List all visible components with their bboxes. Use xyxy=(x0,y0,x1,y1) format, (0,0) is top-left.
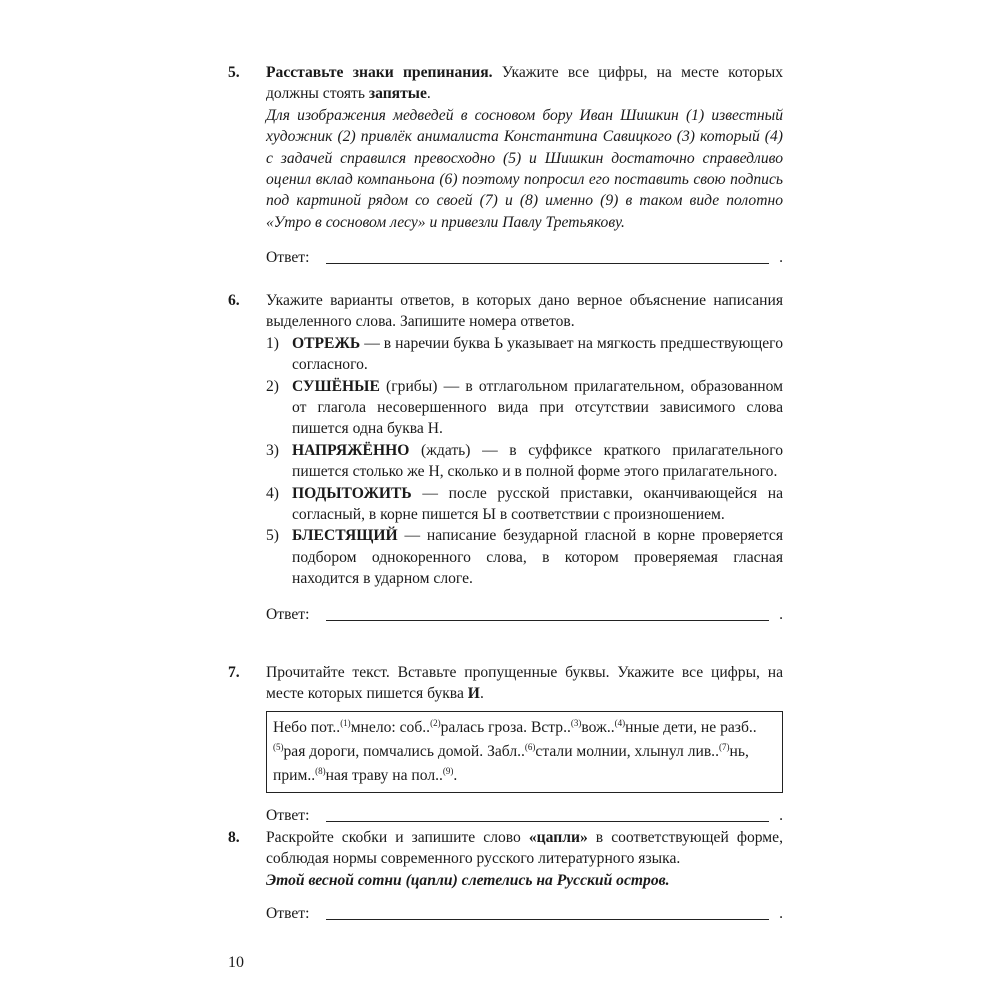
option-note: (грибы) xyxy=(379,377,438,395)
option-explanation: — в отглагольном прилагательном, образованном от глагола несовершенного вида при отсутствии зависимого слова пишется одна буква Н. xyxy=(292,377,783,438)
answer-label: Ответ: xyxy=(266,905,310,923)
task-7 xyxy=(228,662,783,827)
answer-line[interactable] xyxy=(326,821,769,822)
gap-number: (2) xyxy=(430,717,441,728)
task-instruction xyxy=(266,827,783,870)
task-text: Для изображения медведей в сосновом бору Иван Шишкин (1) известный художник (2) привлёк анималиста Константина Савицкого (3) который (4) с задачей справился превосходно (5) и Шишкин достаточно справедливо оценил вклад компаньона (6) поэтому попросил его поставить свою подпись под картиной рядом со своей (7) и (8) именно (9) в таком виде полотно «Утро в сосновом лесу» и привезли Павлу Третьякову. xyxy=(266,106,783,231)
option-item xyxy=(266,483,783,526)
option-word: СУШЁНЫЕ xyxy=(292,377,380,395)
gap-number: (8) xyxy=(315,765,326,776)
answer-line[interactable] xyxy=(326,620,769,621)
answer-dot: . xyxy=(779,249,783,267)
option-explanation: — в суффиксе краткого прилагательного пишется столько же Н, сколько и в полной форме этого прилагательного. xyxy=(292,441,784,481)
task-body xyxy=(266,827,783,891)
task-number: 8. xyxy=(228,829,240,846)
instruction-bold-letter: И xyxy=(467,685,480,703)
option-item xyxy=(266,333,783,376)
option-number: 5) xyxy=(266,527,279,545)
task-number: 5. xyxy=(228,64,240,81)
task-sentence: Этой весной сотни (цапли) слетелись на Русский остров. xyxy=(266,871,670,889)
task-body xyxy=(266,290,783,590)
task-number: 7. xyxy=(228,664,240,681)
option-item xyxy=(266,525,783,589)
instruction-rest: в соответствующей форме, соблюдая нормы современного русского литературного языка. xyxy=(266,829,783,868)
gap-number: (9) xyxy=(442,765,454,776)
instruction-text: Раскройте скобки и запишите слово xyxy=(266,829,529,846)
instruction-text: Укажите все цифры, на месте которых должны стоять xyxy=(266,64,783,103)
gap-number: (1) xyxy=(340,717,351,728)
answer-line[interactable] xyxy=(326,263,769,264)
option-item xyxy=(266,376,783,440)
instruction-end: . xyxy=(426,85,431,103)
gap-number: (5) xyxy=(273,741,284,752)
option-number: 2) xyxy=(266,377,279,395)
text-segment: нные дети, не разб.. xyxy=(625,718,757,736)
instruction-text: Прочитайте текст. Вставьте пропущенные буквы. Укажите все цифры, на месте которых пишется буква xyxy=(266,664,783,703)
text-segment: рая дороги, помчались домой. Забл.. xyxy=(283,742,525,760)
task-6 xyxy=(228,290,783,626)
task-instruction xyxy=(266,662,783,705)
task-8 xyxy=(228,827,783,925)
answer-row xyxy=(266,903,783,925)
task-number: 6. xyxy=(228,292,240,309)
option-note: (ждать) xyxy=(409,441,471,459)
text-segment: вож.. xyxy=(581,718,615,736)
task-body xyxy=(266,62,783,233)
text-segment: Небо пот.. xyxy=(273,718,341,736)
text-box xyxy=(266,711,783,793)
task-body xyxy=(266,662,783,793)
instruction-end: . xyxy=(479,685,484,703)
answer-line[interactable] xyxy=(326,919,769,920)
option-number: 1) xyxy=(266,334,279,352)
option-item xyxy=(266,440,783,483)
instruction-bold-word: запятые xyxy=(368,85,427,103)
option-list xyxy=(266,333,783,590)
answer-label: Ответ: xyxy=(266,249,310,267)
option-explanation: — после русской приставки, оканчивающейся на согласный, в корне пишется Ы в соответствии с произношением. xyxy=(292,484,783,524)
text-segment: стали молнии, хлынул лив.. xyxy=(535,742,719,760)
text-segment: мнело: соб.. xyxy=(350,718,431,736)
gap-number: (3) xyxy=(570,717,582,728)
instruction-bold: Расставьте знаки препинания. xyxy=(266,64,493,81)
option-word: БЛЕСТЯЩИЙ xyxy=(292,527,398,545)
text-segment: ралась гроза. Встр.. xyxy=(440,718,571,736)
task-5 xyxy=(228,62,783,269)
answer-row xyxy=(266,247,783,269)
text-segment: нь, прим.. xyxy=(273,742,749,784)
answer-row xyxy=(266,604,783,626)
text-segment: . xyxy=(453,766,458,784)
gap-number: (4) xyxy=(614,717,626,728)
answer-row xyxy=(266,805,783,827)
option-explanation: — написание безударной гласной в корне проверяется подбором однокоренного слова, в котором проверяемая гласная находится в ударном слоге. xyxy=(292,527,783,588)
instruction-bold-word: «цапли» xyxy=(528,829,588,846)
task-instruction xyxy=(266,62,783,105)
option-number: 3) xyxy=(266,441,279,459)
gap-number: (6) xyxy=(524,741,536,752)
text-segment: ная траву на пол.. xyxy=(325,766,443,784)
option-explanation: — в наречии буква Ь указывает на мягкость предшествующего согласного. xyxy=(292,334,783,374)
answer-dot: . xyxy=(779,806,783,824)
option-word: НАПРЯЖЁННО xyxy=(292,441,410,459)
option-word: ПОДЫТОЖИТЬ xyxy=(292,484,412,502)
gap-number: (7) xyxy=(718,741,730,752)
option-word: ОТРЕЖЬ xyxy=(292,334,361,352)
answer-label: Ответ: xyxy=(266,605,310,623)
page-number: 10 xyxy=(228,954,244,971)
answer-dot: . xyxy=(779,905,783,923)
task-instruction: Укажите варианты ответов, в которых дано верное объяснение написания выделенного слова. Запишите номера ответов. xyxy=(266,292,783,331)
answer-label: Ответ: xyxy=(266,806,310,824)
option-number: 4) xyxy=(266,484,279,502)
answer-dot: . xyxy=(779,605,783,623)
